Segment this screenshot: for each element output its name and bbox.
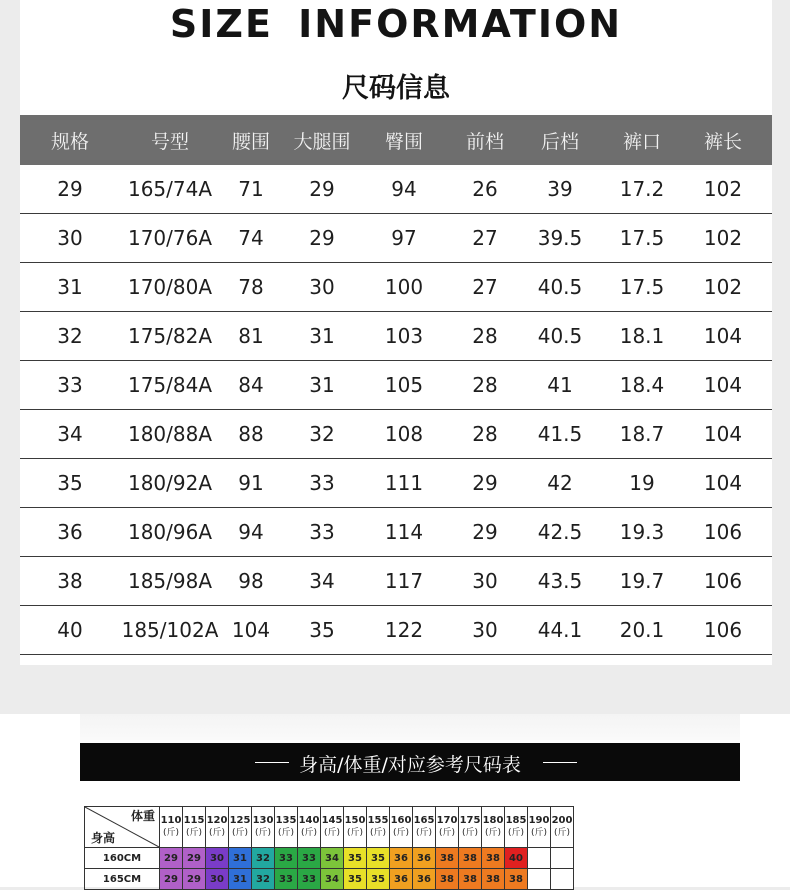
weight-value: 115 — [183, 815, 205, 826]
size-cell: 38 — [436, 848, 459, 869]
table-cell: 35 — [57, 471, 83, 495]
weight-value: 120 — [206, 815, 228, 826]
weight-header-cell — [206, 807, 229, 848]
size-cell: 36 — [390, 869, 413, 890]
table-cell: 102 — [703, 275, 743, 299]
table-cell: 91 — [238, 471, 264, 495]
table-cell: 170/80A — [127, 275, 213, 299]
weight-value: 150 — [344, 815, 366, 826]
weight-unit: (斤) — [185, 828, 203, 838]
table-cell: 108 — [384, 422, 424, 446]
size-cell: 33 — [275, 848, 298, 869]
table-cell: 19 — [629, 471, 655, 495]
weight-header-cell — [275, 807, 298, 848]
weight-value: 165 — [413, 815, 435, 826]
table-cell: 165/74A — [127, 177, 213, 201]
weight-value: 180 — [482, 815, 504, 826]
table-cell: 30 — [472, 569, 498, 593]
weight-header-cell — [229, 807, 252, 848]
size-cell: 29 — [183, 869, 206, 890]
table-cell: 42.5 — [537, 520, 583, 544]
table-cell: 34 — [309, 569, 335, 593]
weight-unit: (斤) — [369, 828, 387, 838]
table-cell: 28 — [472, 324, 498, 348]
column-header: 号型 — [150, 130, 189, 153]
size-info-panel — [20, 0, 772, 665]
weight-label: 体重 — [130, 809, 155, 823]
table-cell: 175/82A — [127, 324, 213, 348]
size-cell: 34 — [321, 848, 344, 869]
table-cell: 17.2 — [619, 177, 665, 201]
table-cell: 170/76A — [127, 226, 213, 250]
weight-unit: (斤) — [208, 828, 226, 838]
size-cell: 38 — [436, 869, 459, 890]
corner-cell — [85, 807, 160, 848]
size-cell: 30 — [206, 869, 229, 890]
size-table — [20, 115, 772, 655]
table-cell: 33 — [57, 373, 83, 397]
table-cell: 180/88A — [127, 422, 213, 446]
table-cell: 33 — [309, 520, 335, 544]
table-cell: 30 — [57, 226, 83, 250]
weight-unit: (斤) — [507, 828, 525, 838]
size-cell: 36 — [413, 869, 436, 890]
table-cell: 41 — [547, 373, 573, 397]
weight-value: 190 — [528, 815, 550, 826]
weight-value: 110 — [160, 815, 182, 826]
weight-unit: (斤) — [461, 828, 479, 838]
column-header: 裤长 — [703, 130, 742, 153]
height-label-cell: 165CM — [85, 869, 160, 890]
table-cell: 78 — [238, 275, 264, 299]
banner-title: 身高/体重/对应参考尺码表 — [299, 754, 521, 776]
reference-banner — [80, 743, 740, 781]
weight-header-cell — [482, 807, 505, 848]
table-cell: 106 — [703, 569, 743, 593]
table-cell: 185/98A — [127, 569, 213, 593]
size-cell: 35 — [344, 869, 367, 890]
size-cell: 38 — [459, 848, 482, 869]
size-cell: 33 — [298, 848, 321, 869]
weight-unit: (斤) — [392, 828, 410, 838]
banner-right-dash — [543, 762, 577, 763]
table-cell: 106 — [703, 520, 743, 544]
table-cell: 30 — [472, 618, 498, 642]
table-cell: 28 — [472, 422, 498, 446]
weight-value: 200 — [551, 815, 573, 826]
table-cell: 26 — [472, 177, 498, 201]
weight-unit: (斤) — [254, 828, 272, 838]
table-cell: 42 — [547, 471, 573, 495]
title-english: SIZE INFORMATION — [169, 2, 623, 46]
weight-header-cell — [344, 807, 367, 848]
size-cell — [528, 848, 551, 869]
table-cell: 18.1 — [619, 324, 665, 348]
weight-header-cell — [160, 807, 183, 848]
table-cell: 175/84A — [127, 373, 213, 397]
table-cell: 180/92A — [127, 471, 213, 495]
table-cell: 36 — [57, 520, 83, 544]
size-cell: 40 — [505, 848, 528, 869]
table-row — [20, 312, 772, 361]
weight-header-cell — [367, 807, 390, 848]
weight-unit: (斤) — [300, 828, 318, 838]
table-cell: 185/102A — [121, 618, 219, 642]
height-weight-table — [84, 806, 574, 890]
table-row — [20, 410, 772, 459]
size-cell: 29 — [160, 869, 183, 890]
table-cell: 18.7 — [619, 422, 665, 446]
table-cell: 43.5 — [537, 569, 583, 593]
weight-header-cell — [436, 807, 459, 848]
weight-header-cell — [551, 807, 574, 848]
table-cell: 97 — [391, 226, 417, 250]
table-cell: 30 — [309, 275, 335, 299]
size-cell: 33 — [298, 869, 321, 890]
table-cell: 180/96A — [127, 520, 213, 544]
table-cell: 31 — [57, 275, 83, 299]
table-row — [20, 165, 772, 214]
table-cell: 105 — [384, 373, 424, 397]
weight-value: 185 — [505, 815, 527, 826]
table-cell: 29 — [309, 177, 335, 201]
weight-unit: (斤) — [438, 828, 456, 838]
weight-header-cell — [183, 807, 206, 848]
size-cell: 33 — [275, 869, 298, 890]
weight-value: 135 — [275, 815, 297, 826]
table-cell: 32 — [57, 324, 83, 348]
weight-unit: (斤) — [553, 828, 571, 838]
table-cell: 104 — [703, 471, 743, 495]
title-chinese: 尺码信息 — [342, 73, 450, 104]
table-cell: 19.7 — [619, 569, 665, 593]
table-cell: 38 — [57, 569, 83, 593]
weight-value: 175 — [459, 815, 481, 826]
table-cell: 31 — [309, 324, 335, 348]
table-cell: 19.3 — [619, 520, 665, 544]
column-header: 后档 — [540, 130, 579, 153]
table-cell: 122 — [384, 618, 424, 642]
table-cell: 94 — [391, 177, 417, 201]
table-cell: 104 — [703, 324, 743, 348]
table-cell: 31 — [309, 373, 335, 397]
table-row — [20, 508, 772, 557]
table-cell: 81 — [238, 324, 264, 348]
table-cell: 40.5 — [537, 324, 583, 348]
weight-header-row — [85, 807, 574, 848]
table-cell: 29 — [309, 226, 335, 250]
table-row — [20, 361, 772, 410]
faded-strip — [80, 714, 740, 740]
weight-unit: (斤) — [231, 828, 249, 838]
table-cell: 39.5 — [537, 226, 583, 250]
table-cell: 94 — [238, 520, 264, 544]
table-cell: 111 — [384, 471, 424, 495]
size-cell: 38 — [505, 869, 528, 890]
size-table-body — [20, 165, 772, 655]
table-cell: 71 — [238, 177, 264, 201]
weight-value: 155 — [367, 815, 389, 826]
height-row — [85, 848, 574, 869]
height-label: 身高 — [91, 831, 116, 845]
size-table-header — [20, 115, 772, 165]
table-cell: 17.5 — [619, 275, 665, 299]
table-cell: 40.5 — [537, 275, 583, 299]
weight-header-cell — [505, 807, 528, 848]
table-cell: 32 — [309, 422, 335, 446]
weight-unit: (斤) — [162, 828, 180, 838]
weight-header-cell — [298, 807, 321, 848]
size-cell: 31 — [229, 869, 252, 890]
table-row — [20, 459, 772, 508]
table-row — [20, 557, 772, 606]
column-header: 规格 — [50, 130, 89, 153]
table-cell: 33 — [309, 471, 335, 495]
table-cell: 40 — [57, 618, 83, 642]
size-cell: 38 — [482, 848, 505, 869]
size-cell: 35 — [344, 848, 367, 869]
table-cell: 114 — [384, 520, 424, 544]
size-cell: 38 — [459, 869, 482, 890]
table-cell: 117 — [384, 569, 424, 593]
table-cell: 29 — [472, 520, 498, 544]
size-cell — [551, 869, 574, 890]
table-row — [20, 606, 772, 655]
weight-unit: (斤) — [277, 828, 295, 838]
weight-value: 160 — [390, 815, 412, 826]
size-cell — [528, 869, 551, 890]
table-cell: 27 — [472, 226, 498, 250]
table-cell: 29 — [57, 177, 83, 201]
size-cell: 35 — [367, 848, 390, 869]
table-cell: 103 — [384, 324, 424, 348]
size-cell: 29 — [160, 848, 183, 869]
table-cell: 106 — [703, 618, 743, 642]
size-cell: 35 — [367, 869, 390, 890]
weight-value: 170 — [436, 815, 458, 826]
table-cell: 27 — [472, 275, 498, 299]
table-cell: 102 — [703, 177, 743, 201]
table-cell: 84 — [238, 373, 264, 397]
size-cell: 31 — [229, 848, 252, 869]
size-cell: 30 — [206, 848, 229, 869]
weight-unit: (斤) — [323, 828, 341, 838]
weight-header-cell — [459, 807, 482, 848]
size-cell: 32 — [252, 848, 275, 869]
weight-value: 125 — [229, 815, 251, 826]
weight-header-cell — [413, 807, 436, 848]
weight-unit: (斤) — [415, 828, 433, 838]
table-row — [20, 214, 772, 263]
weight-header-cell — [528, 807, 551, 848]
column-header: 前档 — [465, 130, 504, 153]
weight-value: 140 — [298, 815, 320, 826]
table-cell: 34 — [57, 422, 83, 446]
table-cell: 35 — [309, 618, 335, 642]
table-cell: 28 — [472, 373, 498, 397]
table-cell: 39 — [547, 177, 573, 201]
size-cell: 34 — [321, 869, 344, 890]
weight-unit: (斤) — [530, 828, 548, 838]
weight-unit: (斤) — [484, 828, 502, 838]
column-header: 大腿围 — [293, 130, 351, 153]
column-header: 臀围 — [384, 130, 423, 153]
table-cell: 104 — [703, 373, 743, 397]
size-cell: 29 — [183, 848, 206, 869]
height-label-cell: 160CM — [85, 848, 160, 869]
table-cell: 20.1 — [619, 618, 665, 642]
reference-section — [0, 714, 790, 887]
size-cell: 38 — [482, 869, 505, 890]
size-cell — [551, 848, 574, 869]
table-cell: 41.5 — [537, 422, 583, 446]
table-cell: 44.1 — [537, 618, 583, 642]
column-header: 裤口 — [622, 130, 661, 153]
size-cell: 32 — [252, 869, 275, 890]
table-cell: 18.4 — [619, 373, 665, 397]
column-header: 腰围 — [231, 130, 270, 153]
table-cell: 102 — [703, 226, 743, 250]
weight-value: 130 — [252, 815, 274, 826]
table-cell: 74 — [238, 226, 264, 250]
weight-header-cell — [390, 807, 413, 848]
weight-header-cell — [321, 807, 344, 848]
height-row — [85, 869, 574, 890]
table-cell: 17.5 — [619, 226, 665, 250]
weight-unit: (斤) — [346, 828, 364, 838]
weight-value: 145 — [321, 815, 343, 826]
size-cell: 36 — [390, 848, 413, 869]
table-cell: 29 — [472, 471, 498, 495]
table-cell: 104 — [703, 422, 743, 446]
table-cell: 100 — [384, 275, 424, 299]
table-cell: 98 — [238, 569, 264, 593]
table-cell: 88 — [238, 422, 264, 446]
size-cell: 36 — [413, 848, 436, 869]
table-cell: 104 — [231, 618, 271, 642]
table-row — [20, 263, 772, 312]
weight-header-cell — [252, 807, 275, 848]
